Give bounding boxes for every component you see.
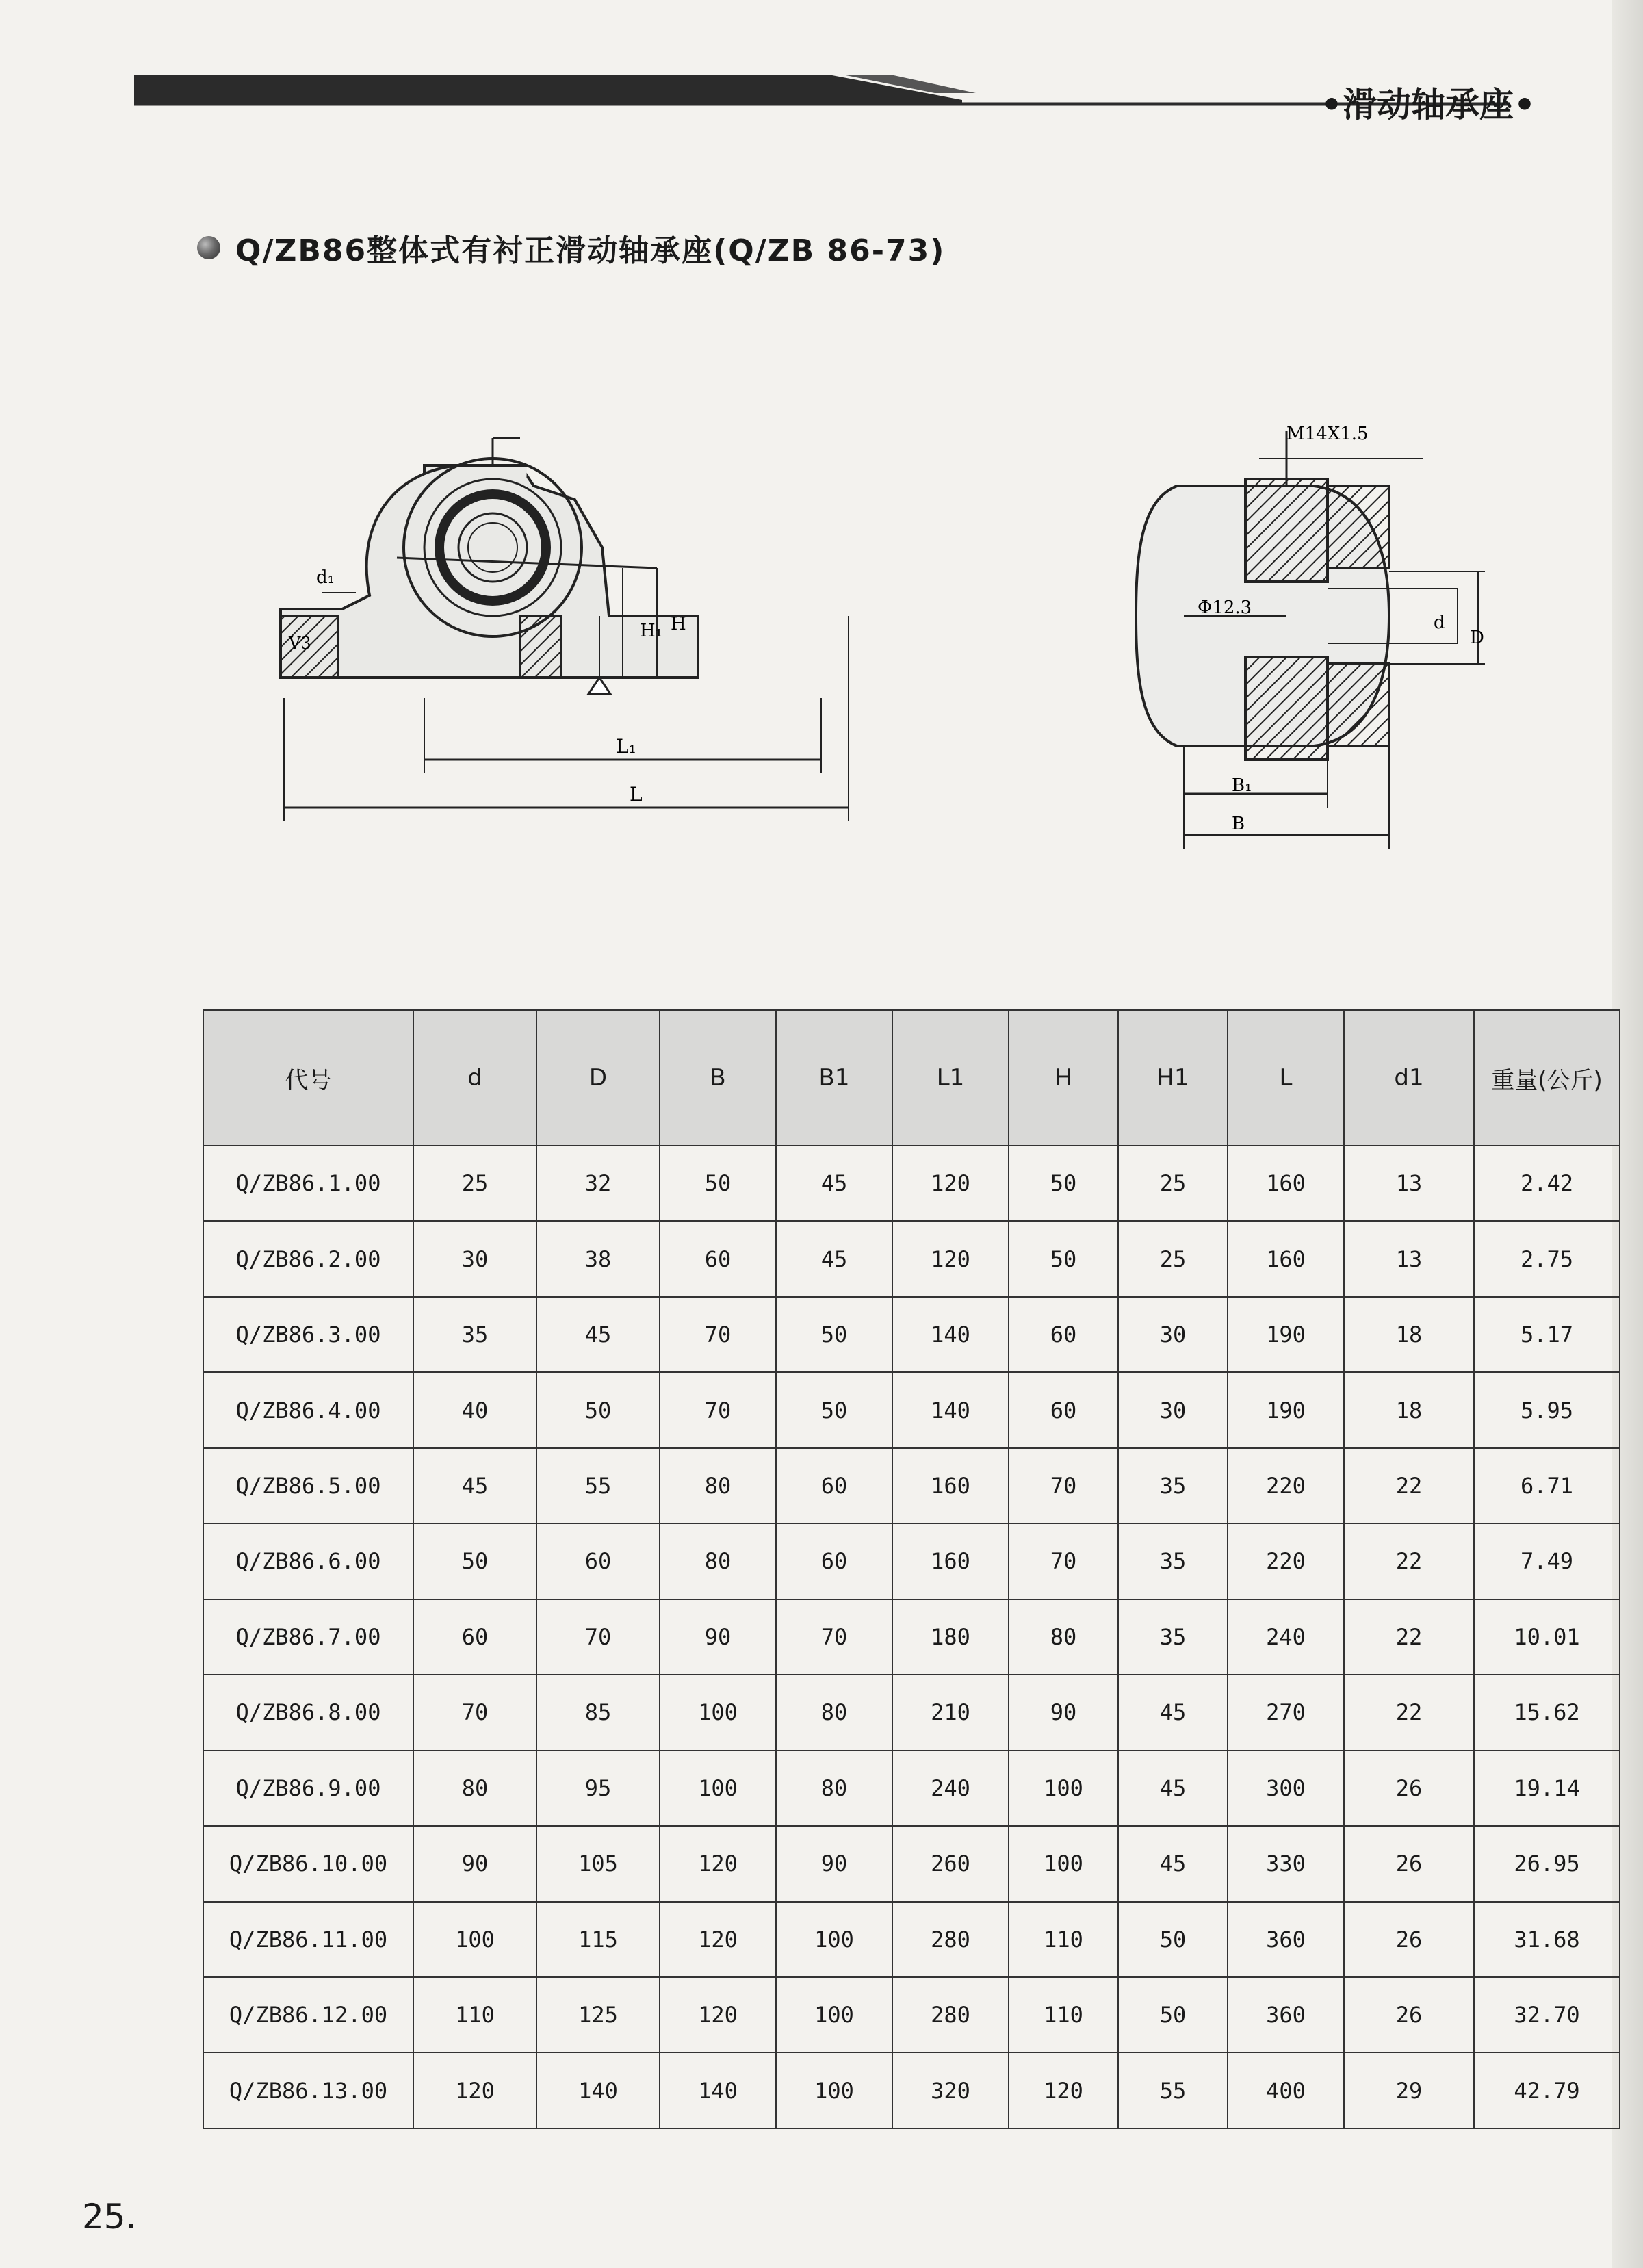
table-cell: 100 [660, 1751, 776, 1826]
table-cell: Q/ZB86.8.00 [203, 1675, 413, 1750]
table-cell: 110 [1009, 1977, 1118, 2052]
table-cell: 90 [776, 1826, 892, 1901]
table-row [203, 1675, 1620, 1750]
table-header: 重量(公斤) [1474, 1010, 1620, 1146]
table-cell: 25 [1118, 1146, 1228, 1221]
table-cell: 70 [660, 1297, 776, 1372]
table-cell: 270 [1228, 1675, 1344, 1750]
table-cell: Q/ZB86.7.00 [203, 1599, 413, 1675]
table-cell: 100 [776, 1977, 892, 2052]
table-cell: 120 [660, 1902, 776, 1977]
table-row [203, 1826, 1620, 1901]
table-cell: 31.68 [1474, 1902, 1620, 1977]
table-cell: 30 [1118, 1297, 1228, 1372]
table-cell: 32 [536, 1146, 660, 1221]
label-l: L [630, 783, 643, 806]
table-cell: 70 [1009, 1523, 1118, 1599]
table-cell: 60 [536, 1523, 660, 1599]
table-row [203, 1977, 1620, 2052]
table-header: d [413, 1010, 536, 1146]
title-row [197, 220, 945, 275]
header-bar-graphic [134, 73, 1510, 107]
table-cell: 35 [1118, 1523, 1228, 1599]
label-v3: V3 [289, 634, 311, 653]
table-cell: 70 [660, 1372, 776, 1447]
table-cell: 240 [892, 1751, 1009, 1826]
table-cell: Q/ZB86.1.00 [203, 1146, 413, 1221]
table-cell: 400 [1228, 2052, 1344, 2128]
table-cell: Q/ZB86.9.00 [203, 1751, 413, 1826]
front-view [281, 438, 849, 821]
table-row [203, 1599, 1620, 1675]
table-header: L1 [892, 1010, 1009, 1146]
table-cell: Q/ZB86.4.00 [203, 1372, 413, 1447]
table-cell: 80 [776, 1751, 892, 1826]
table-cell: 45 [413, 1448, 536, 1523]
label-d-outer: D [1470, 628, 1484, 648]
table-cell: 160 [892, 1448, 1009, 1523]
table-cell: 35 [1118, 1448, 1228, 1523]
table-cell: Q/ZB86.11.00 [203, 1902, 413, 1977]
table-cell: 140 [536, 2052, 660, 2128]
table-cell: 25 [1118, 1221, 1228, 1296]
table-cell: 190 [1228, 1297, 1344, 1372]
label-d1: d₁ [316, 567, 335, 588]
table-row [203, 1221, 1620, 1296]
technical-drawing-svg [137, 411, 1484, 876]
table-cell: 210 [892, 1675, 1009, 1750]
table-cell: 80 [660, 1448, 776, 1523]
table-cell: 220 [1228, 1523, 1344, 1599]
table-cell: 120 [892, 1146, 1009, 1221]
table-cell: 300 [1228, 1751, 1344, 1826]
table-cell: 160 [892, 1523, 1009, 1599]
table-cell: 100 [776, 2052, 892, 2128]
table-cell: 60 [413, 1599, 536, 1675]
table-row [203, 1448, 1620, 1523]
table-cell: 125 [536, 1977, 660, 2052]
table-cell: 30 [413, 1221, 536, 1296]
table-cell: 29 [1344, 2052, 1474, 2128]
table-cell: 15.62 [1474, 1675, 1620, 1750]
table-header: 代号 [203, 1010, 413, 1146]
table-cell: 10.01 [1474, 1599, 1620, 1675]
table-cell: 80 [776, 1675, 892, 1750]
table-cell: 280 [892, 1977, 1009, 2052]
bullet-icon [197, 236, 220, 259]
table-cell: 115 [536, 1902, 660, 1977]
table-cell: 95 [536, 1751, 660, 1826]
table-cell: 45 [776, 1146, 892, 1221]
table-row [203, 1523, 1620, 1599]
table-cell: 100 [413, 1902, 536, 1977]
label-h: H [671, 614, 686, 634]
table-cell: 90 [413, 1826, 536, 1901]
table-cell: 140 [892, 1372, 1009, 1447]
table-cell: 42.79 [1474, 2052, 1620, 2128]
page-title: Q/ZB86整体式有衬正滑动轴承座(Q/ZB 86-73) [235, 233, 946, 268]
table-cell: 50 [1118, 1902, 1228, 1977]
table-cell: 140 [892, 1297, 1009, 1372]
table-cell: 13 [1344, 1221, 1474, 1296]
table-cell: 55 [536, 1448, 660, 1523]
table-cell: 26 [1344, 1826, 1474, 1901]
label-b: B [1232, 814, 1245, 834]
table-header: H [1009, 1010, 1118, 1146]
table-row [203, 2052, 1620, 2128]
table-cell: 70 [776, 1599, 892, 1675]
table-cell: 280 [892, 1902, 1009, 1977]
header-bar [134, 73, 1510, 107]
table-cell: 50 [1009, 1146, 1118, 1221]
table-cell: 100 [660, 1675, 776, 1750]
table-cell: 45 [1118, 1751, 1228, 1826]
table-cell: 50 [776, 1372, 892, 1447]
table-cell: 140 [660, 2052, 776, 2128]
dimension-table [203, 1009, 1620, 2129]
table-cell: Q/ZB86.2.00 [203, 1221, 413, 1296]
table-cell: 5.17 [1474, 1297, 1620, 1372]
table-cell: 60 [776, 1448, 892, 1523]
label-phi: Φ12.3 [1198, 597, 1252, 618]
table-header: L [1228, 1010, 1344, 1146]
table-cell: 120 [892, 1221, 1009, 1296]
table-row [203, 1902, 1620, 1977]
dimension-table-wrap [203, 1009, 1619, 2129]
label-b1: B₁ [1232, 775, 1252, 796]
label-l1: L₁ [616, 735, 636, 758]
table-header: B1 [776, 1010, 892, 1146]
table-cell: 26 [1344, 1902, 1474, 1977]
table-cell: 160 [1228, 1221, 1344, 1296]
table-row [203, 1146, 1620, 1221]
table-cell: 360 [1228, 1902, 1344, 1977]
table-cell: 160 [1228, 1146, 1344, 1221]
table-cell: 30 [1118, 1372, 1228, 1447]
table-cell: 50 [413, 1523, 536, 1599]
table-cell: 13 [1344, 1146, 1474, 1221]
table-cell: 330 [1228, 1826, 1344, 1901]
table-cell: 50 [1009, 1221, 1118, 1296]
table-cell: 40 [413, 1372, 536, 1447]
table-cell: 80 [1009, 1599, 1118, 1675]
table-cell: 45 [1118, 1675, 1228, 1750]
table-cell: 50 [776, 1297, 892, 1372]
label-m: M14X1.5 [1286, 424, 1369, 444]
table-cell: 19.14 [1474, 1751, 1620, 1826]
table-cell: 90 [660, 1599, 776, 1675]
table-cell: 38 [536, 1221, 660, 1296]
table-header: B [660, 1010, 776, 1146]
table-row [203, 1751, 1620, 1826]
table-body [203, 1146, 1620, 2128]
table-cell: 180 [892, 1599, 1009, 1675]
table-cell: 50 [536, 1372, 660, 1447]
table-cell: 70 [536, 1599, 660, 1675]
table-cell: 26 [1344, 1977, 1474, 2052]
table-cell: Q/ZB86.5.00 [203, 1448, 413, 1523]
table-cell: 100 [776, 1902, 892, 1977]
table-cell: 45 [1118, 1826, 1228, 1901]
table-cell: 60 [1009, 1372, 1118, 1447]
table-cell: Q/ZB86.6.00 [203, 1523, 413, 1599]
table-cell: 50 [1118, 1977, 1228, 2052]
table-cell: 320 [892, 2052, 1009, 2128]
table-cell: 35 [413, 1297, 536, 1372]
table-cell: 5.95 [1474, 1372, 1620, 1447]
table-cell: 85 [536, 1675, 660, 1750]
table-cell: 220 [1228, 1448, 1344, 1523]
table-cell: 90 [1009, 1675, 1118, 1750]
table-cell: 55 [1118, 2052, 1228, 2128]
table-cell: 120 [660, 1977, 776, 2052]
table-cell: 260 [892, 1826, 1009, 1901]
table-cell: 70 [413, 1675, 536, 1750]
table-cell: Q/ZB86.12.00 [203, 1977, 413, 2052]
table-row [203, 1297, 1620, 1372]
table-cell: 120 [1009, 2052, 1118, 2128]
table-cell: 240 [1228, 1599, 1344, 1675]
table-cell: 60 [1009, 1297, 1118, 1372]
table-cell: Q/ZB86.10.00 [203, 1826, 413, 1901]
table-row [203, 1372, 1620, 1447]
table-cell: 22 [1344, 1675, 1474, 1750]
table-cell: 190 [1228, 1372, 1344, 1447]
table-header-row [203, 1010, 1620, 1146]
table-cell: 18 [1344, 1372, 1474, 1447]
table-header: H1 [1118, 1010, 1228, 1146]
table-cell: 50 [660, 1146, 776, 1221]
label-d: d [1434, 613, 1445, 633]
table-cell: 45 [536, 1297, 660, 1372]
table-cell: Q/ZB86.3.00 [203, 1297, 413, 1372]
side-view [1136, 431, 1485, 849]
table-cell: 18 [1344, 1297, 1474, 1372]
table-cell: 100 [1009, 1751, 1118, 1826]
section-label: •滑动轴承座• [1321, 84, 1536, 125]
table-cell: 2.42 [1474, 1146, 1620, 1221]
table-cell: 60 [660, 1221, 776, 1296]
table-cell: 120 [660, 1826, 776, 1901]
table-cell: 22 [1344, 1448, 1474, 1523]
table-cell: 70 [1009, 1448, 1118, 1523]
table-cell: 26.95 [1474, 1826, 1620, 1901]
table-cell: 22 [1344, 1599, 1474, 1675]
table-cell: 110 [1009, 1902, 1118, 1977]
table-cell: 7.49 [1474, 1523, 1620, 1599]
table-cell: 6.71 [1474, 1448, 1620, 1523]
table-cell: 26 [1344, 1751, 1474, 1826]
table-cell: 35 [1118, 1599, 1228, 1675]
table-cell: 110 [413, 1977, 536, 2052]
table-cell: Q/ZB86.13.00 [203, 2052, 413, 2128]
table-cell: 105 [536, 1826, 660, 1901]
page-number: 25. [82, 2197, 137, 2237]
table-cell: 80 [660, 1523, 776, 1599]
technical-drawing [137, 411, 1484, 876]
table-cell: 25 [413, 1146, 536, 1221]
table-header: d1 [1344, 1010, 1474, 1146]
table-cell: 80 [413, 1751, 536, 1826]
table-cell: 32.70 [1474, 1977, 1620, 2052]
table-cell: 45 [776, 1221, 892, 1296]
table-cell: 120 [413, 2052, 536, 2128]
table-cell: 60 [776, 1523, 892, 1599]
label-h1: H₁ [640, 621, 663, 641]
table-header: D [536, 1010, 660, 1146]
table-cell: 360 [1228, 1977, 1344, 2052]
table-cell: 100 [1009, 1826, 1118, 1901]
table-cell: 22 [1344, 1523, 1474, 1599]
table-cell: 2.75 [1474, 1221, 1620, 1296]
